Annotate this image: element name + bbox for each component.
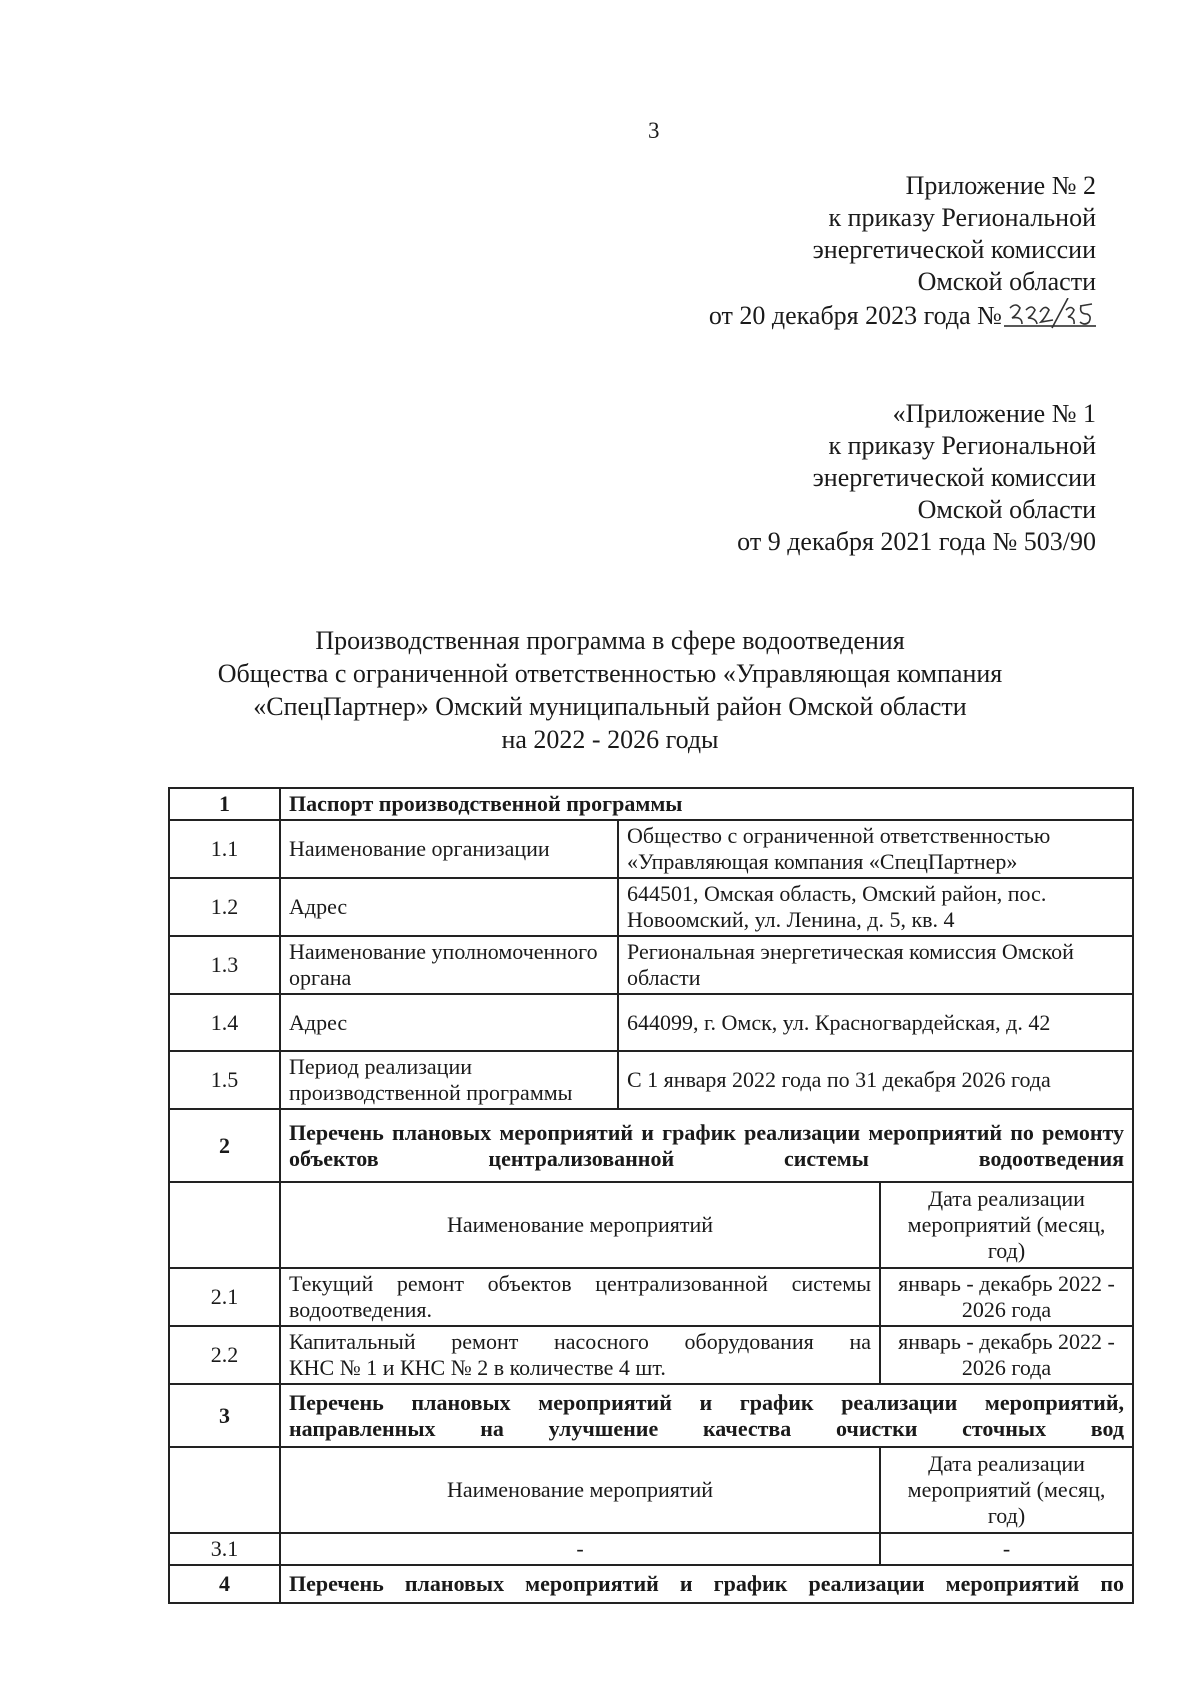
row-value: 644099, г. Омск, ул. Красногвардейская, д. 42 <box>618 994 1133 1051</box>
row-number: 1.4 <box>169 994 280 1051</box>
table-row <box>169 1326 1133 1384</box>
row-number: 3.1 <box>169 1533 280 1565</box>
title-line: Общества с ограниченной ответственностью «Управляющая компания <box>217 659 1003 688</box>
column-header-name: Наименование мероприятий <box>280 1447 880 1533</box>
appendix-line: энергетической комиссии <box>812 463 1096 492</box>
row-number: 2.2 <box>169 1326 280 1384</box>
event-date: - <box>880 1533 1133 1565</box>
row-label: Наименование организации <box>280 820 618 878</box>
row-label: Период реализации производственной программы <box>280 1051 618 1109</box>
appendix-line: Омской области <box>917 495 1096 524</box>
appendix-line: «Приложение № 1 <box>892 399 1096 428</box>
event-date: январь - декабрь 2022 - 2026 года <box>880 1268 1133 1326</box>
column-header-date: Дата реализации мероприятий (месяц, год) <box>880 1182 1133 1268</box>
page-number: 3 <box>648 118 660 143</box>
table-row <box>169 820 1133 878</box>
appendix-date: от 20 декабря 2023 года № <box>708 301 1002 330</box>
appendix-line: Приложение № 2 <box>905 171 1096 200</box>
table-row <box>169 1109 1133 1182</box>
appendix-date-line <box>709 298 1096 332</box>
appendix-line: энергетической комиссии <box>812 235 1096 264</box>
row-label: Наименование уполномоченного органа <box>280 936 618 994</box>
handwritten-order-number <box>1004 298 1096 332</box>
section-title: Перечень плановых мероприятий и график реализации мероприятий по <box>280 1565 1133 1603</box>
table-row <box>169 1182 1133 1268</box>
row-label: Адрес <box>280 878 618 936</box>
event-date: январь - декабрь 2022 - 2026 года <box>880 1326 1133 1384</box>
section-number: 1 <box>169 788 280 820</box>
table-row <box>169 1447 1133 1533</box>
row-number: 1.3 <box>169 936 280 994</box>
appendix-current-header <box>709 170 1096 332</box>
event-name: Капитальный ремонт насосного оборудования на КНС № 1 и КНС № 2 в количестве 4 шт. <box>280 1326 880 1384</box>
production-program-table <box>168 787 1134 1604</box>
appendix-previous-header <box>737 398 1096 558</box>
row-value: Общество с ограниченной ответственностью «Управляющая компания «СпецПартнер» <box>618 820 1133 878</box>
event-name: Текущий ремонт объектов централизованной системы водоотведения. <box>280 1268 880 1326</box>
empty-cell <box>169 1447 280 1533</box>
appendix-line: от 9 декабря 2021 года № 503/90 <box>737 527 1096 556</box>
row-number: 1.5 <box>169 1051 280 1109</box>
table-row <box>169 994 1133 1051</box>
section-title: Перечень плановых мероприятий и график реализации мероприятий по ремонту объектов централизованной системы водоотведения <box>280 1109 1133 1182</box>
section-number: 2 <box>169 1109 280 1182</box>
row-value: 644501, Омская область, Омский район, пос. Новоомский, ул. Ленина, д. 5, кв. 4 <box>618 878 1133 936</box>
column-header-date: Дата реализации мероприятий (месяц, год) <box>880 1447 1133 1533</box>
appendix-line: к приказу Региональной <box>828 203 1096 232</box>
table-row <box>169 936 1133 994</box>
appendix-line: к приказу Региональной <box>828 431 1096 460</box>
table-row <box>169 1384 1133 1447</box>
document-title <box>160 624 1060 756</box>
empty-cell <box>169 1182 280 1268</box>
title-line: на 2022 - 2026 годы <box>501 725 719 754</box>
appendix-line: Омской области <box>917 267 1096 296</box>
section-title: Паспорт производственной программы <box>280 788 1133 820</box>
section-title: Перечень плановых мероприятий и график реализации мероприятий, направленных на улучшение качества очистки сточных вод <box>280 1384 1133 1447</box>
row-value: Региональная энергетическая комиссия Омской области <box>618 936 1133 994</box>
table-row <box>169 1533 1133 1565</box>
column-header-name: Наименование мероприятий <box>280 1182 880 1268</box>
row-number: 1.1 <box>169 820 280 878</box>
row-label: Адрес <box>280 994 618 1051</box>
title-line: «СпецПартнер» Омский муниципальный район Омской области <box>253 692 967 721</box>
table-row <box>169 788 1133 820</box>
row-value: С 1 января 2022 года по 31 декабря 2026 года <box>618 1051 1133 1109</box>
section-number: 3 <box>169 1384 280 1447</box>
table-row <box>169 1051 1133 1109</box>
title-line: Производственная программа в сфере водоотведения <box>315 626 905 655</box>
table-row <box>169 878 1133 936</box>
table-row <box>169 1565 1133 1603</box>
row-number: 1.2 <box>169 878 280 936</box>
row-number: 2.1 <box>169 1268 280 1326</box>
event-name: - <box>280 1533 880 1565</box>
table-row <box>169 1268 1133 1326</box>
section-number: 4 <box>169 1565 280 1603</box>
